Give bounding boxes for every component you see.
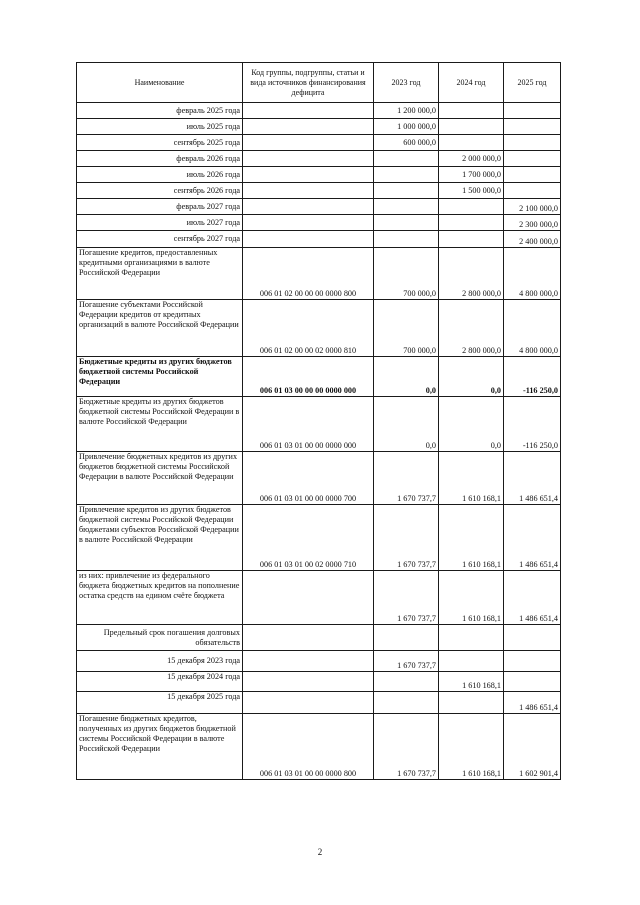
row-value-2025: 2 300 000,0 — [504, 215, 561, 231]
row-code: 006 01 02 00 00 00 0000 800 — [243, 248, 374, 300]
row-name: из них: привлечение из федерального бюджета бюджетных кредитов на пополнение остатка средств на едином счёте бюджета — [77, 571, 243, 625]
row-code — [243, 103, 374, 119]
row-value-2024: 1 610 168,1 — [439, 571, 504, 625]
row-value-2024: 1 610 168,1 — [439, 452, 504, 505]
row-value-2023: 0,0 — [374, 357, 439, 397]
row-value-2025 — [504, 151, 561, 167]
table-row — [77, 231, 561, 248]
row-value-2024 — [439, 651, 504, 672]
row-name: февраль 2027 года — [77, 199, 243, 215]
row-value-2024: 1 700 000,0 — [439, 167, 504, 183]
table-row — [77, 397, 561, 452]
row-value-2025 — [504, 651, 561, 672]
table-row — [77, 625, 561, 651]
row-code — [243, 672, 374, 692]
row-code — [243, 183, 374, 199]
row-value-2024: 2 800 000,0 — [439, 248, 504, 300]
row-value-2023: 1 670 737,7 — [374, 651, 439, 672]
row-code — [243, 119, 374, 135]
budget-sources-table — [76, 62, 561, 780]
page-number: 2 — [317, 847, 323, 857]
row-value-2024: 0,0 — [439, 397, 504, 452]
table-row — [77, 183, 561, 199]
row-name: 15 декабря 2023 года — [77, 651, 243, 672]
table-row — [77, 714, 561, 780]
row-value-2025: 1 486 651,4 — [504, 571, 561, 625]
row-value-2025: -116 250,0 — [504, 357, 561, 397]
row-value-2025: 1 486 651,4 — [504, 505, 561, 571]
row-code: 006 01 03 01 00 00 0000 700 — [243, 452, 374, 505]
row-code — [243, 571, 374, 625]
table-row — [77, 199, 561, 215]
row-value-2023: 1 200 000,0 — [374, 103, 439, 119]
row-value-2025 — [504, 183, 561, 199]
row-value-2024 — [439, 119, 504, 135]
row-value-2023: 1 670 737,7 — [374, 714, 439, 780]
row-value-2023: 0,0 — [374, 397, 439, 452]
row-code: 006 01 02 00 00 02 0000 810 — [243, 300, 374, 357]
row-value-2025: 4 800 000,0 — [504, 248, 561, 300]
table-row — [77, 505, 561, 571]
row-value-2024: 2 800 000,0 — [439, 300, 504, 357]
row-value-2024: 1 500 000,0 — [439, 183, 504, 199]
row-name: июль 2027 года — [77, 215, 243, 231]
table-row — [77, 215, 561, 231]
row-value-2024 — [439, 231, 504, 248]
row-value-2023: 600 000,0 — [374, 135, 439, 151]
row-value-2024 — [439, 199, 504, 215]
row-value-2023 — [374, 215, 439, 231]
table-row — [77, 151, 561, 167]
row-code — [243, 651, 374, 672]
table-row — [77, 692, 561, 714]
row-value-2024: 2 000 000,0 — [439, 151, 504, 167]
row-value-2023: 1 670 737,7 — [374, 452, 439, 505]
row-value-2023 — [374, 151, 439, 167]
row-name: Бюджетные кредиты из других бюджетов бюджетной системы Российской Федерации — [77, 357, 243, 397]
header-code: Код группы, подгруппы, статьи и вида источников финансирования дефицита — [243, 63, 374, 103]
row-value-2025: 1 602 901,4 — [504, 714, 561, 780]
row-code: 006 01 03 01 00 02 0000 710 — [243, 505, 374, 571]
row-code — [243, 231, 374, 248]
row-code — [243, 135, 374, 151]
header-year-2024: 2024 год — [439, 63, 504, 103]
row-value-2024: 0,0 — [439, 357, 504, 397]
row-code — [243, 167, 374, 183]
header-year-2025: 2025 год — [504, 63, 561, 103]
row-value-2025: -116 250,0 — [504, 397, 561, 452]
row-name: сентябрь 2025 года — [77, 135, 243, 151]
row-value-2025: 2 100 000,0 — [504, 199, 561, 215]
row-name: Погашение кредитов, предоставленных кредитными организациями в валюте Российской Федерации — [77, 248, 243, 300]
table-row — [77, 300, 561, 357]
row-value-2025 — [504, 135, 561, 151]
row-code — [243, 151, 374, 167]
table-row — [77, 571, 561, 625]
row-value-2023 — [374, 625, 439, 651]
row-value-2024 — [439, 692, 504, 714]
header-year-2023: 2023 год — [374, 63, 439, 103]
row-code — [243, 215, 374, 231]
row-value-2025 — [504, 119, 561, 135]
row-value-2025 — [504, 672, 561, 692]
row-value-2025 — [504, 625, 561, 651]
table-header-row — [77, 63, 561, 103]
row-name: июль 2026 года — [77, 167, 243, 183]
row-value-2025 — [504, 103, 561, 119]
row-name: Привлечение бюджетных кредитов из других бюджетов бюджетной системы Российской Федерации в валюте Российской Федерации — [77, 452, 243, 505]
row-value-2024 — [439, 215, 504, 231]
row-value-2023: 1 670 737,7 — [374, 571, 439, 625]
table-row — [77, 452, 561, 505]
row-name: Бюджетные кредиты из других бюджетов бюджетной системы Российской Федерации в валюте Российской Федерации — [77, 397, 243, 452]
row-name: Погашение субъектами Российской Федерации кредитов от кредитных организаций в валюте Российской Федерации — [77, 300, 243, 357]
table-row — [77, 167, 561, 183]
row-value-2025: 1 486 651,4 — [504, 452, 561, 505]
row-value-2023: 1 670 737,7 — [374, 505, 439, 571]
row-value-2024 — [439, 625, 504, 651]
table-row — [77, 357, 561, 397]
row-name: сентябрь 2026 года — [77, 183, 243, 199]
row-value-2023 — [374, 183, 439, 199]
row-value-2025: 1 486 651,4 — [504, 692, 561, 714]
row-name: Предельный срок погашения долговых обязательств — [77, 625, 243, 651]
row-value-2023: 1 000 000,0 — [374, 119, 439, 135]
row-value-2025 — [504, 167, 561, 183]
row-value-2023: 700 000,0 — [374, 248, 439, 300]
table-row — [77, 651, 561, 672]
row-value-2025: 2 400 000,0 — [504, 231, 561, 248]
row-value-2024: 1 610 168,1 — [439, 505, 504, 571]
table-row — [77, 672, 561, 692]
table-row — [77, 103, 561, 119]
row-name: Привлечение кредитов из других бюджетов бюджетной системы Российской Федерации бюджетами субъектов Российской Федерации в валюте Российской Федерации — [77, 505, 243, 571]
row-value-2023: 700 000,0 — [374, 300, 439, 357]
row-name: Погашение бюджетных кредитов, полученных из других бюджетов бюджетной системы Российской Федерации в валюте Российской Федерации — [77, 714, 243, 780]
row-value-2025: 4 800 000,0 — [504, 300, 561, 357]
row-value-2023 — [374, 231, 439, 248]
row-name: 15 декабря 2024 года — [77, 672, 243, 692]
row-name: сентябрь 2027 года — [77, 231, 243, 248]
row-value-2023 — [374, 692, 439, 714]
row-value-2023 — [374, 199, 439, 215]
row-name: февраль 2025 года — [77, 103, 243, 119]
row-name: июль 2025 года — [77, 119, 243, 135]
row-name: февраль 2026 года — [77, 151, 243, 167]
row-code: 006 01 03 01 00 00 0000 800 — [243, 714, 374, 780]
row-value-2024: 1 610 168,1 — [439, 672, 504, 692]
header-name: Наименование — [77, 63, 243, 103]
row-code — [243, 625, 374, 651]
row-value-2024 — [439, 135, 504, 151]
row-value-2024 — [439, 103, 504, 119]
row-value-2023 — [374, 672, 439, 692]
row-code — [243, 199, 374, 215]
row-code: 006 01 03 00 00 00 0000 000 — [243, 357, 374, 397]
table-row — [77, 135, 561, 151]
row-name: 15 декабря 2025 года — [77, 692, 243, 714]
row-value-2024: 1 610 168,1 — [439, 714, 504, 780]
table-row — [77, 119, 561, 135]
row-code — [243, 692, 374, 714]
table-row — [77, 248, 561, 300]
row-value-2023 — [374, 167, 439, 183]
row-code: 006 01 03 01 00 00 0000 000 — [243, 397, 374, 452]
